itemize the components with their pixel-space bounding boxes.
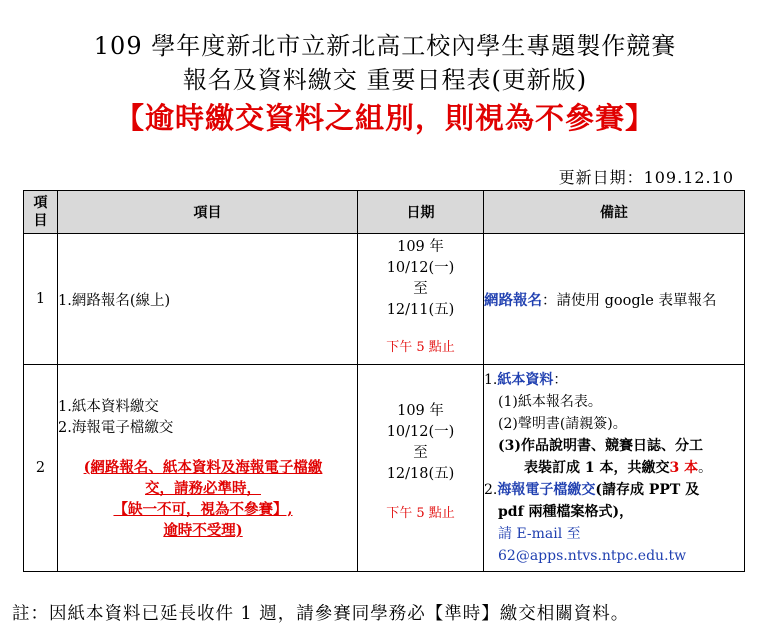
row2-note-email-2[interactable]: 62@apps.ntvs.ntpc.edu.tw xyxy=(498,548,687,564)
row2-note-1 xyxy=(484,369,744,391)
row2-note-1c2-pre: 表裝訂成 1 本，共繳交 xyxy=(524,460,670,476)
header-no xyxy=(24,191,58,234)
footnote: 註：因紙本資料已延長收件 1 週，請參賽同學務必【準時】繳交相關資料。 xyxy=(12,604,630,624)
row1-note-text: ：請使用 google 表單報名 xyxy=(542,292,717,309)
row1-date-start: 10/12(一) xyxy=(386,260,455,276)
row2-note-1b: (2)聲明書(請親簽)。 xyxy=(498,416,627,432)
row2-note-1-prefix: 1. xyxy=(484,372,498,388)
title-line-2: 報名及資料繳交 重要日程表(更新版) xyxy=(182,66,588,94)
row1-note-label: 網路報名 xyxy=(484,291,542,309)
row2-note-2-text2: pdf 兩種檔案格式)， xyxy=(498,504,634,520)
row2-note-2-prefix: 2. xyxy=(484,482,498,498)
row2-note xyxy=(484,365,745,572)
schedule-table xyxy=(23,190,745,572)
table-row xyxy=(24,234,745,365)
row2-item xyxy=(58,365,358,572)
row2-note-email-1: 請 E-mail 至 xyxy=(498,526,581,542)
row2-note-2-text: (請存成 PPT 及 xyxy=(595,482,700,498)
header-date: 日期 xyxy=(358,191,484,234)
row2-warning-4: 逾時不受理) xyxy=(163,522,243,539)
row2-date-to: 至 xyxy=(413,445,428,461)
row2-date-year: 109 年 xyxy=(397,403,444,419)
row2-note-1c2 xyxy=(484,457,744,479)
row2-note-1-suffix: ： xyxy=(553,372,568,388)
header-no-line2: 目 xyxy=(33,213,48,229)
table-header-row xyxy=(24,191,745,234)
row2-no: 2 xyxy=(24,365,58,572)
row1-date-end: 12/11(五) xyxy=(386,302,455,318)
title-warning: 【逾時繳交資料之組別，則視為不參賽】 xyxy=(114,101,655,135)
row2-note-1c2-red: 3 本 xyxy=(669,460,699,476)
row2-deadline: 下午 5 點止 xyxy=(386,506,455,521)
row2-warning-3: 【缺一不可，視為不參賽】, xyxy=(113,501,293,518)
row2-note-1c: (3)作品說明書、競賽日誌、分工 xyxy=(498,438,703,454)
row1-item: 1.網路報名(線上) xyxy=(58,234,358,365)
row2-warning xyxy=(58,457,348,541)
row1-date xyxy=(358,234,484,365)
row2-item-2: 2.海報電子檔繳交 xyxy=(58,420,174,436)
row2-warning-2: 交，請務必準時， xyxy=(145,480,261,497)
row2-item-1: 1.紙本資料繳交 xyxy=(58,399,159,415)
row1-date-to: 至 xyxy=(413,281,428,297)
row2-warning-1: (網路報名、紙本資料及海報電子檔繳 xyxy=(83,459,323,476)
row2-date-start: 10/12(一) xyxy=(386,424,455,440)
header-no-line1: 項 xyxy=(33,195,48,211)
updated-date: 更新日期：109.12.10 xyxy=(558,168,734,187)
row1-note xyxy=(484,234,745,365)
header-note: 備註 xyxy=(484,191,745,234)
row2-note-2 xyxy=(484,479,744,501)
row2-note-1-label: 紙本資料 xyxy=(497,372,554,388)
title-line-1: 109 學年度新北市立新北高工校內學生專題製作競賽 xyxy=(93,32,677,60)
row1-no: 1 xyxy=(24,234,58,365)
header-item: 項目 xyxy=(58,191,358,234)
row2-note-2-label: 海報電子檔繳交 xyxy=(497,482,596,498)
row2-date-end: 12/18(五) xyxy=(386,466,455,482)
row2-note-1c2-end: 。 xyxy=(698,460,713,476)
row2-date xyxy=(358,365,484,572)
row2-note-1a: (1)紙本報名表。 xyxy=(498,394,602,410)
row1-date-year: 109 年 xyxy=(397,239,444,255)
row1-deadline: 下午 5 點止 xyxy=(386,340,455,355)
table-row xyxy=(24,365,745,572)
